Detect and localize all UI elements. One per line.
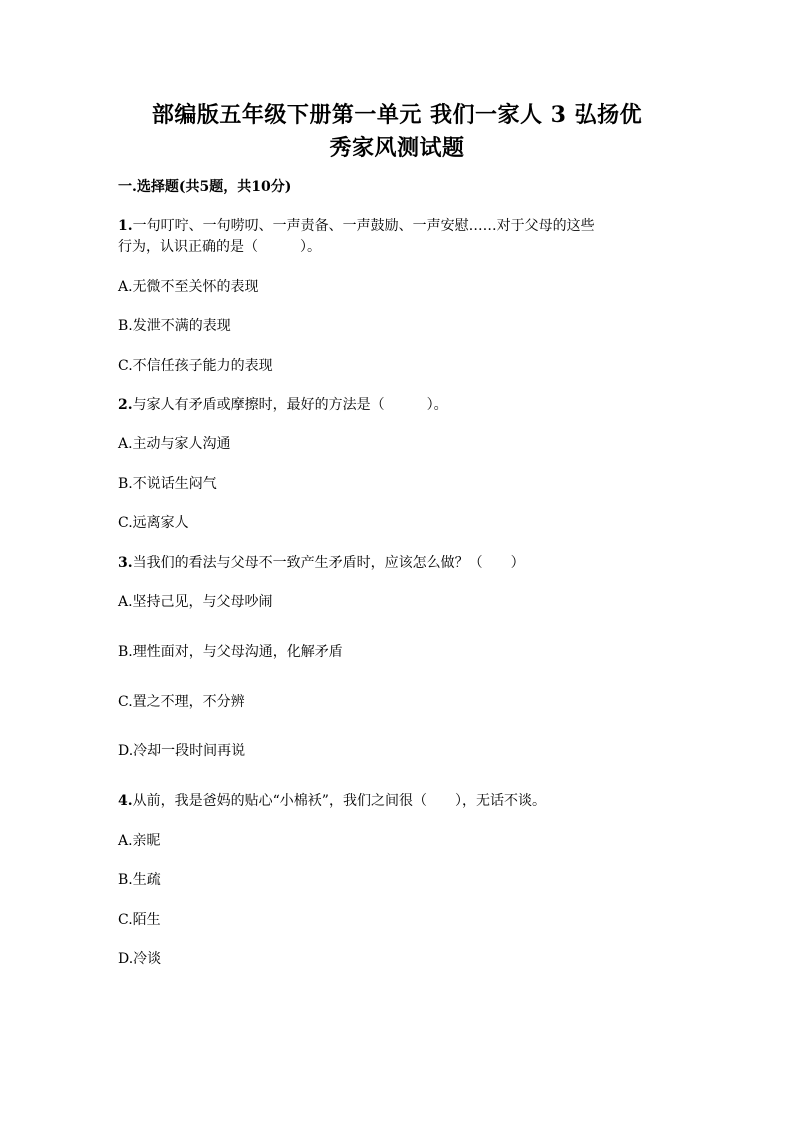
question-1-option-b[interactable]: B.发泄不满的表现 bbox=[118, 318, 231, 334]
question-4-option-d[interactable]: D.冷谈 bbox=[118, 951, 162, 967]
section-heading: 一.选择题(共5题，共10分) bbox=[118, 179, 292, 195]
question-text: 一句叮咛、一句唠叨、一声责备、一声鼓励、一声安慰……对于父母的这些 bbox=[132, 218, 595, 234]
question-3-line-1 bbox=[118, 553, 525, 573]
question-1-option-c[interactable]: C.不信任孩子能力的表现 bbox=[118, 358, 273, 374]
question-3-option-b[interactable]: B.理性面对，与父母沟通，化解矛盾 bbox=[118, 644, 343, 660]
question-1-line-1 bbox=[118, 216, 595, 236]
question-text: 与家人有矛盾或摩擦时，最好的方法是（ ）。 bbox=[132, 397, 448, 413]
question-number: 4. bbox=[118, 793, 133, 809]
question-text: 当我们的看法与父母不一致产生矛盾时，应该怎么做？（ ） bbox=[132, 555, 525, 571]
question-2-option-c[interactable]: C.远离家人 bbox=[118, 515, 189, 531]
question-3-option-a[interactable]: A.坚持己见，与父母吵闹 bbox=[118, 594, 273, 610]
page-title-line-2: 秀家风测试题 bbox=[329, 135, 465, 161]
question-2-option-a[interactable]: A.主动与家人沟通 bbox=[118, 436, 231, 452]
question-3-option-d[interactable]: D.冷却一段时间再说 bbox=[118, 743, 246, 759]
question-2-option-b[interactable]: B.不说话生闷气 bbox=[118, 476, 217, 492]
question-4-option-b[interactable]: B.生疏 bbox=[118, 872, 161, 888]
question-3-option-c[interactable]: C.置之不理，不分辨 bbox=[118, 694, 245, 710]
question-4-line-1 bbox=[118, 791, 546, 811]
question-2-line-1 bbox=[118, 395, 448, 415]
page-title-line-1: 部编版五年级下册第一单元 我们一家人 3 弘扬优 bbox=[151, 102, 643, 128]
question-1-line-2: 行为，认识正确的是（ ）。 bbox=[118, 239, 321, 255]
question-number: 3. bbox=[118, 555, 133, 571]
question-text: 从前，我是爸妈的贴心“小棉袄”，我们之间很（ ），无话不谈。 bbox=[132, 793, 546, 809]
question-1-option-a[interactable]: A.无微不至关怀的表现 bbox=[118, 279, 259, 295]
question-number: 1. bbox=[118, 218, 133, 234]
question-number: 2. bbox=[118, 397, 133, 413]
question-4-option-a[interactable]: A.亲昵 bbox=[118, 833, 161, 849]
question-4-option-c[interactable]: C.陌生 bbox=[118, 912, 161, 928]
